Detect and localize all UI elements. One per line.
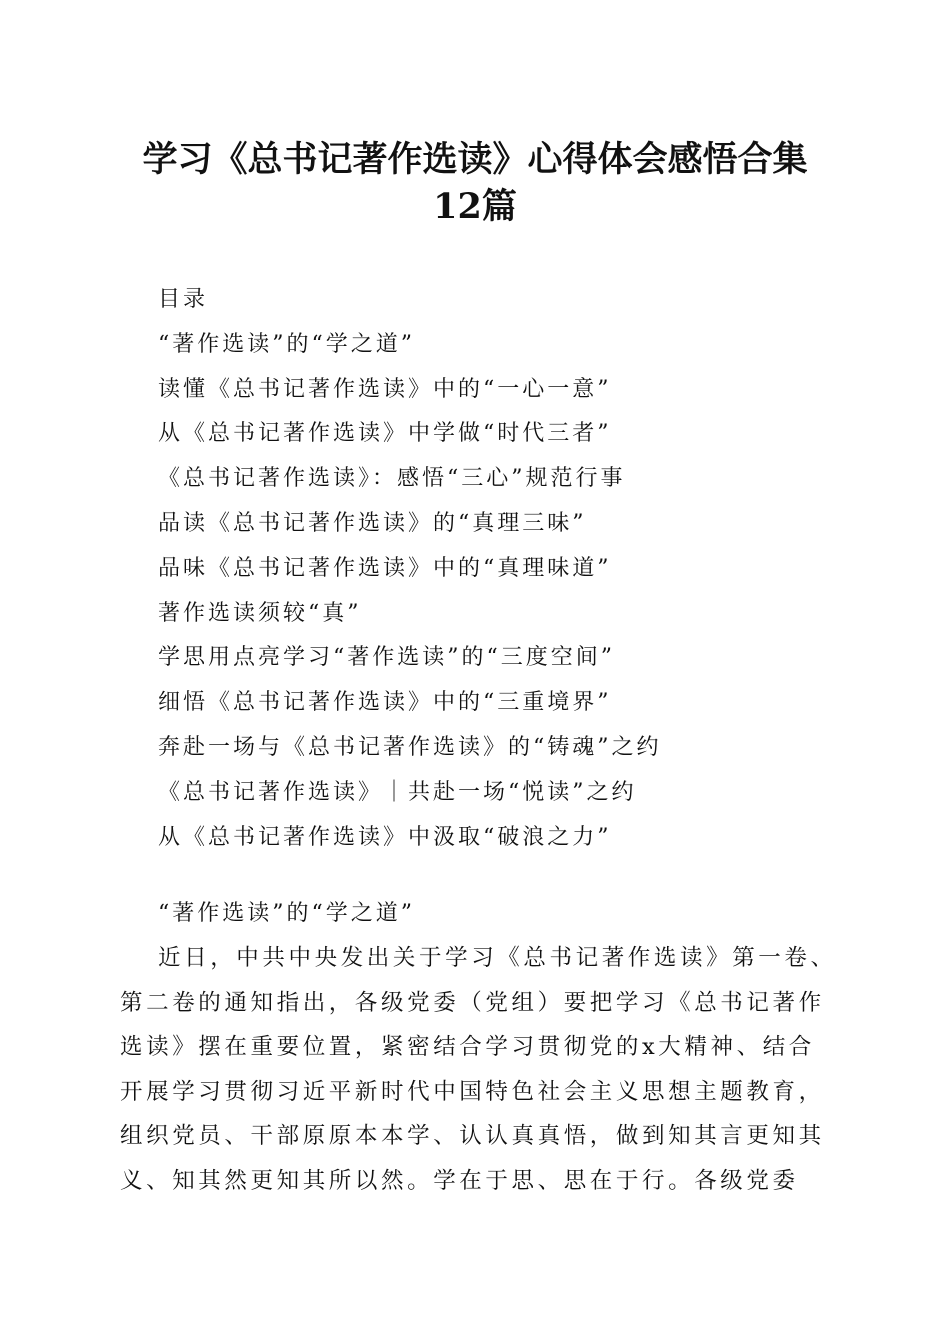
body-line: 近日，中共中央发出关于学习《总书记著作选读》第一卷、 xyxy=(158,945,837,971)
toc-item: 读懂《总书记著作选读》中的“一心一意” xyxy=(158,376,612,402)
article-title: “著作选读”的“学之道” xyxy=(158,901,415,926)
toc-item: 《总书记著作选读》：感悟“三心”规范行事 xyxy=(158,466,626,492)
toc-item: 从《总书记著作选读》中学做“时代三者” xyxy=(158,421,612,447)
toc-item: 奔赴一场与《总书记著作选读》的“铸魂”之约 xyxy=(158,734,662,760)
body-line: 义、知其然更知其所以然。学在于思、思在于行。各级党委 xyxy=(120,1167,799,1194)
toc-item: 《总书记著作选读》｜共赴一场“悦读”之约 xyxy=(158,779,637,805)
body-line: 选读》摆在重要位置，紧密结合学习贯彻党的x大精神、结合 xyxy=(120,1034,815,1061)
body-line: 开展学习贯彻习近平新时代中国特色社会主义思想主题教育， xyxy=(120,1078,825,1105)
toc-heading: 目录 xyxy=(158,287,209,312)
document-title-line-1: 学习《总书记著作选读》心得体会感悟合集 xyxy=(142,139,808,180)
document-title-line-2: 12篇 xyxy=(433,186,517,227)
toc-item: 细悟《总书记著作选读》中的“三重境界” xyxy=(158,690,612,716)
toc-item: “著作选读”的“学之道” xyxy=(158,331,415,357)
article-body xyxy=(120,936,837,1204)
toc-item: 品读《总书记著作选读》的“真理三味” xyxy=(158,510,587,536)
toc-item: 从《总书记著作选读》中汲取“破浪之力” xyxy=(158,824,612,850)
toc-item: 品味《总书记著作选读》中的“真理味道” xyxy=(158,555,612,581)
toc-item: 学思用点亮学习“著作选读”的“三度空间” xyxy=(158,645,615,671)
table-of-contents xyxy=(158,278,662,860)
body-line: 第二卷的通知指出，各级党委（党组）要把学习《总书记著作 xyxy=(120,989,825,1016)
body-line: 组织党员、干部原原本本学、认认真真悟，做到知其言更知其 xyxy=(120,1123,825,1150)
toc-item: 著作选读须较“真” xyxy=(158,600,362,626)
